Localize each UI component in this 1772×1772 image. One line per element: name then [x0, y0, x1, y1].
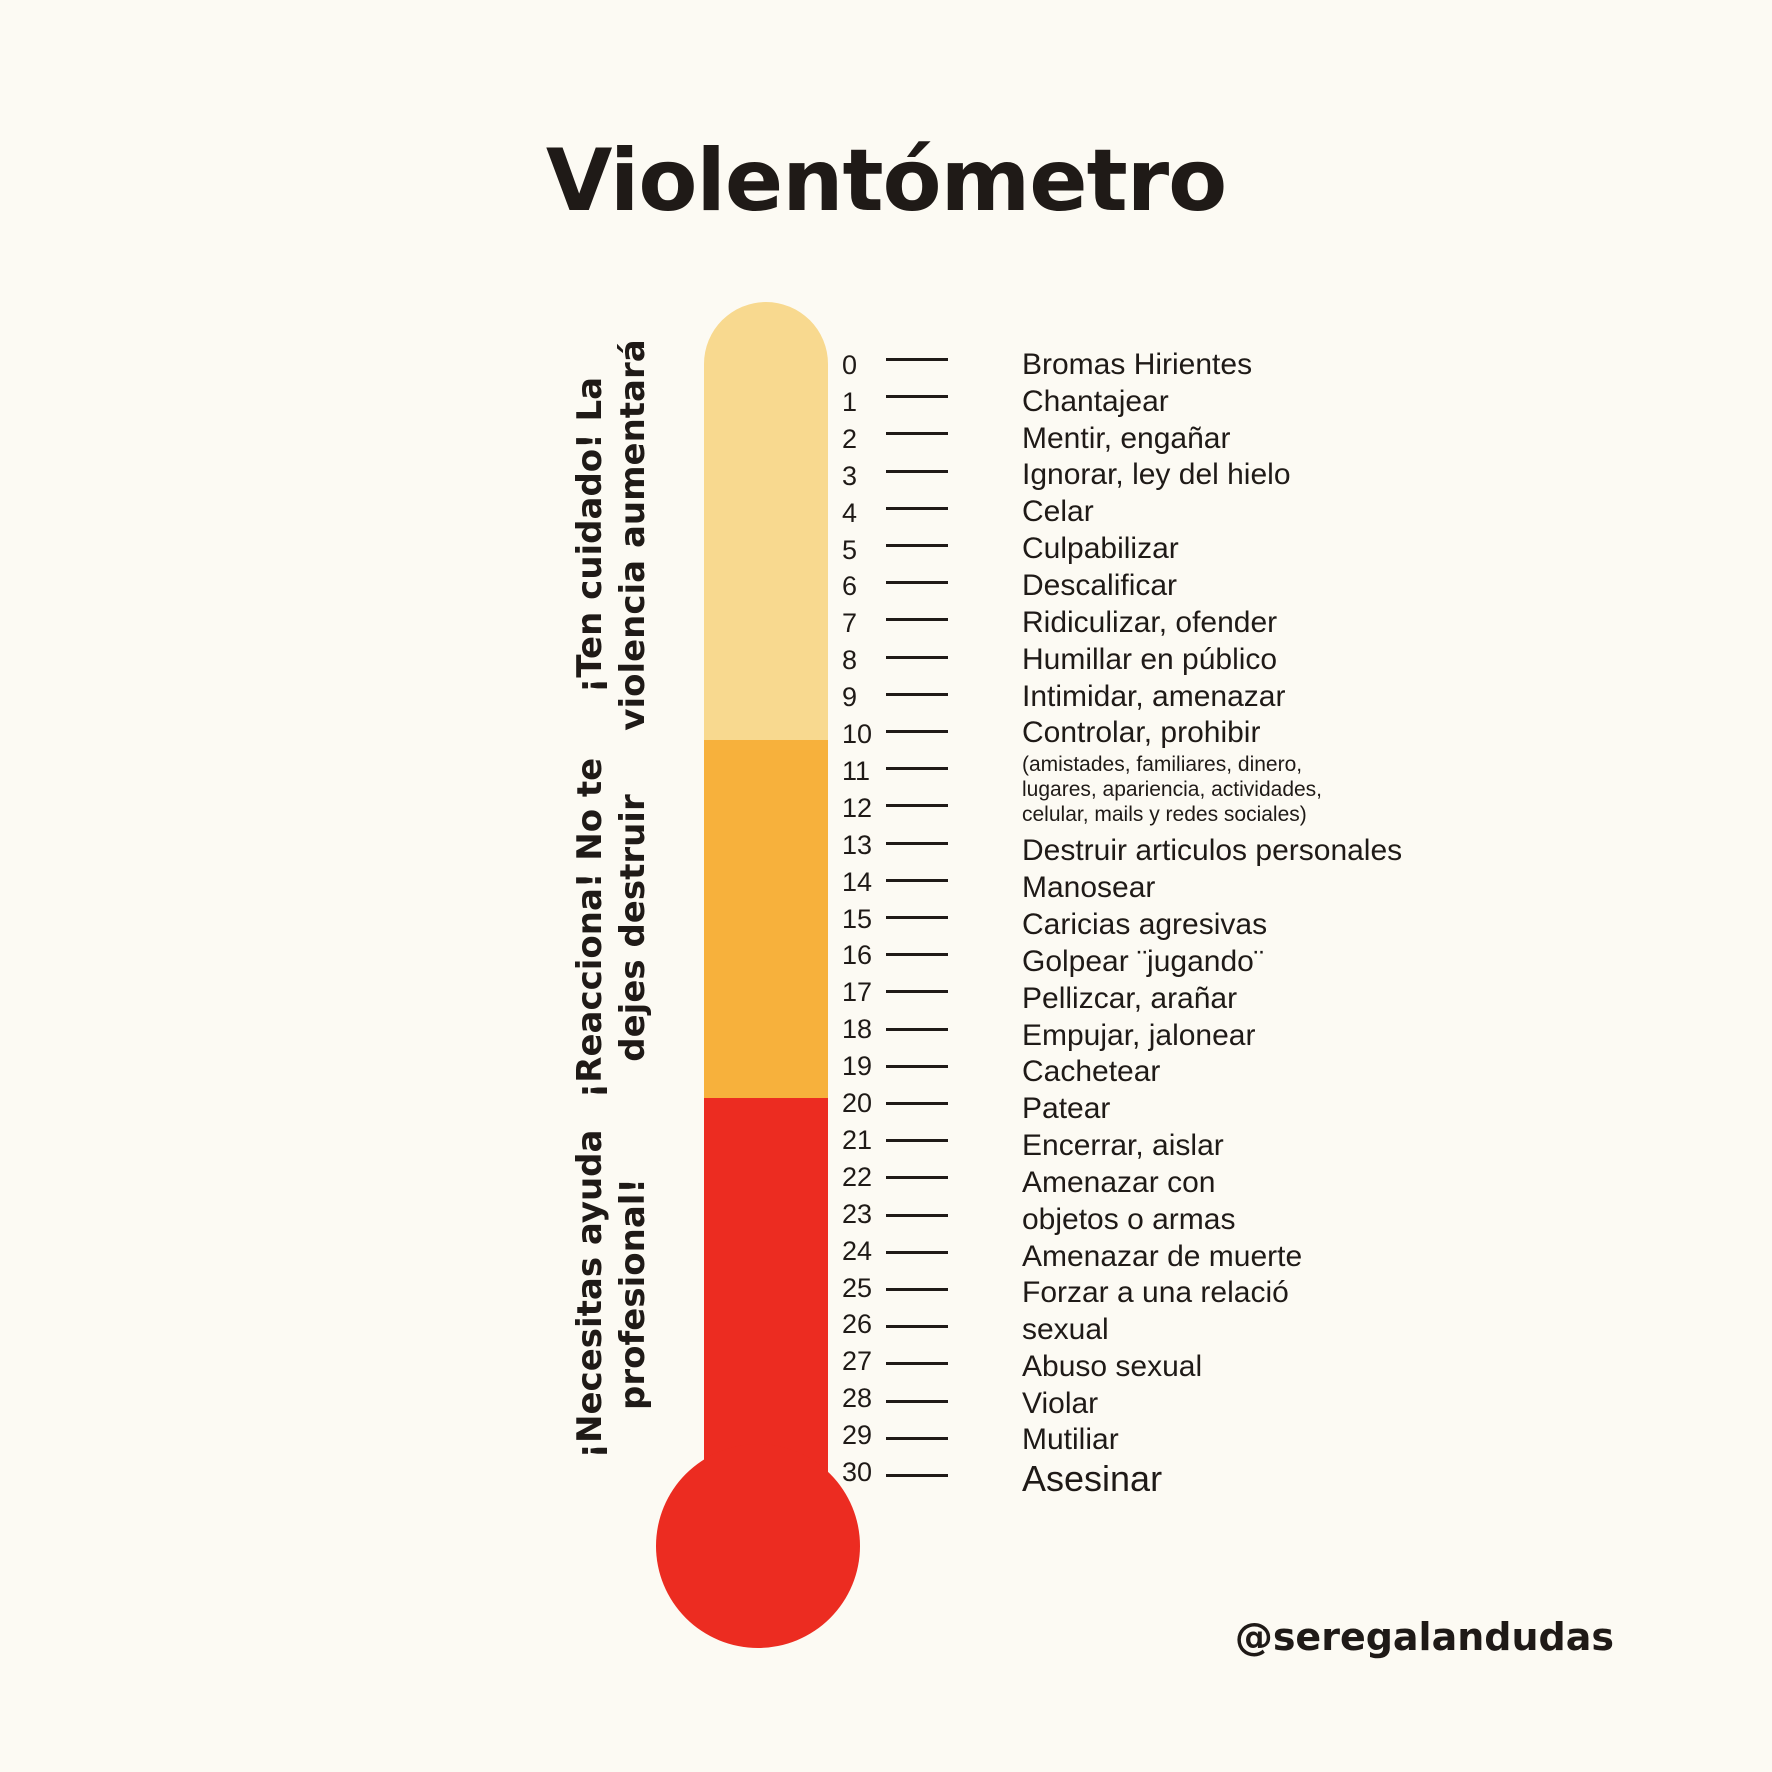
scale-tick — [886, 1288, 948, 1291]
scale-number: 11 — [842, 755, 871, 786]
behavior-item: Ignorar, ley del hielo — [1022, 458, 1291, 491]
behavior-item: sexual — [1022, 1313, 1109, 1346]
scale-number: 20 — [842, 1088, 873, 1118]
behavior-item: Controlar, prohibir — [1022, 716, 1261, 749]
scale-number: 21 — [842, 1124, 873, 1155]
scale-tick — [886, 1176, 948, 1179]
scale-tick — [886, 730, 948, 733]
scale-number: 17 — [842, 977, 873, 1008]
behavior-item: Abuso sexual — [1022, 1350, 1203, 1383]
behavior-item: Bromas Hirientes — [1022, 348, 1253, 381]
scale-tick — [886, 656, 948, 659]
zone-bar-medium — [704, 740, 828, 1098]
scale-number: 0 — [842, 350, 858, 380]
behavior-item: Golpear ¨jugando¨ — [1022, 945, 1264, 978]
scale-tick — [886, 507, 948, 510]
behavior-item: Celar — [1022, 495, 1094, 528]
behavior-item: Mutiliar — [1022, 1423, 1119, 1456]
scale-tick — [886, 804, 948, 807]
behavior-item: Ridiculizar, ofender — [1022, 606, 1278, 639]
scale-tick — [886, 1400, 948, 1403]
behavior-item: Mentir, engañar — [1022, 422, 1231, 455]
scale-number: 12 — [842, 792, 873, 823]
scale-tick — [886, 432, 948, 435]
behavior-item: Chantajear — [1022, 385, 1169, 418]
zone-label-low: ¡Ten cuidado! La violencia aumentará — [570, 339, 653, 731]
thermometer-bulb — [656, 1444, 860, 1648]
behavior-item: Humillar en público — [1022, 643, 1278, 676]
behavior-item: Pellizcar, arañar — [1022, 982, 1238, 1015]
zone-label-medium: ¡Reacciona! No te dejes destruir — [570, 757, 653, 1099]
behavior-item: Violar — [1022, 1387, 1099, 1420]
scale-number: 4 — [842, 497, 858, 528]
scale-tick — [886, 1065, 948, 1068]
behavior-item: Patear — [1022, 1092, 1111, 1125]
scale-number: 18 — [842, 1014, 873, 1045]
behavior-item: Encerrar, aislar — [1022, 1129, 1224, 1162]
scale-number: 16 — [842, 940, 873, 971]
scale-number: 2 — [842, 423, 858, 454]
behavior-item: Intimidar, amenazar — [1022, 680, 1286, 713]
behavior-item: Empujar, jalonear — [1022, 1019, 1256, 1052]
behavior-item: objetos o armas — [1022, 1203, 1236, 1236]
scale-number: 27 — [842, 1346, 873, 1377]
scale-number: 8 — [842, 645, 858, 676]
scale-tick — [886, 1362, 948, 1365]
scale-tick — [886, 1325, 948, 1328]
behavior-item: Descalificar — [1022, 569, 1178, 602]
scale-number: 14 — [842, 866, 873, 897]
scale-tick — [886, 1474, 948, 1477]
behavior-item: Destruir articulos personales — [1022, 834, 1403, 867]
behavior-item: Manosear — [1022, 871, 1156, 904]
social-handle: @seregalandudas — [1234, 1615, 1614, 1659]
scale-tick — [886, 1102, 948, 1105]
scale-number: 7 — [842, 608, 858, 639]
behavior-item: Caricias agresivas — [1022, 908, 1268, 941]
scale-number: 10 — [842, 719, 873, 749]
zone-bar-low — [704, 302, 828, 740]
scale-tick — [886, 879, 948, 882]
control-note: (amistades, familiares, dinero, lugares, apariencia, actividades, celular, mails y redes sociales) — [1022, 753, 1323, 826]
scale-number: 24 — [842, 1235, 873, 1266]
scale-number: 5 — [842, 534, 858, 565]
scale-tick — [886, 842, 948, 845]
scale-number: 23 — [842, 1198, 873, 1229]
scale-tick — [886, 1139, 948, 1142]
scale-tick — [886, 990, 948, 993]
scale-tick — [886, 767, 948, 770]
scale-tick — [886, 953, 948, 956]
behavior-item: Cachetear — [1022, 1055, 1161, 1088]
scale-number: 9 — [842, 682, 858, 713]
zone-label-high: ¡Necesitas ayuda profesional! — [570, 1129, 653, 1459]
scale-number: 3 — [842, 460, 858, 491]
page-title: Violentómetro — [545, 131, 1227, 231]
scale-tick — [886, 395, 948, 398]
behavior-item: Amenazar de muerte — [1022, 1240, 1303, 1273]
behavior-item: Amenazar con — [1022, 1166, 1216, 1199]
scale-number: 28 — [842, 1383, 873, 1414]
scale-tick — [886, 358, 948, 361]
scale-number: 13 — [842, 829, 873, 860]
scale-tick — [886, 618, 948, 621]
scale-number: 15 — [842, 903, 873, 934]
scale-tick — [886, 1214, 948, 1217]
behavior-item: Forzar a una relació — [1022, 1276, 1289, 1309]
scale-tick — [886, 1028, 948, 1031]
scale-tick — [886, 544, 948, 547]
zone-bar-high — [704, 1098, 828, 1478]
scale-number: 25 — [842, 1272, 873, 1303]
scale-number: 19 — [842, 1051, 873, 1082]
scale-tick — [886, 693, 948, 696]
scale-number: 22 — [842, 1161, 873, 1192]
scale-number: 29 — [842, 1420, 873, 1451]
scale-tick — [886, 1251, 948, 1254]
scale-tick — [886, 470, 948, 473]
behavior-item: Asesinar — [1022, 1458, 1163, 1499]
behavior-item: Culpabilizar — [1022, 532, 1179, 565]
scale-number: 6 — [842, 571, 858, 602]
scale-number: 26 — [842, 1309, 873, 1340]
scale-number: 30 — [842, 1457, 873, 1487]
scale-number: 1 — [842, 386, 858, 417]
scale-tick — [886, 1437, 948, 1440]
scale-tick — [886, 581, 948, 584]
scale-tick — [886, 916, 948, 919]
